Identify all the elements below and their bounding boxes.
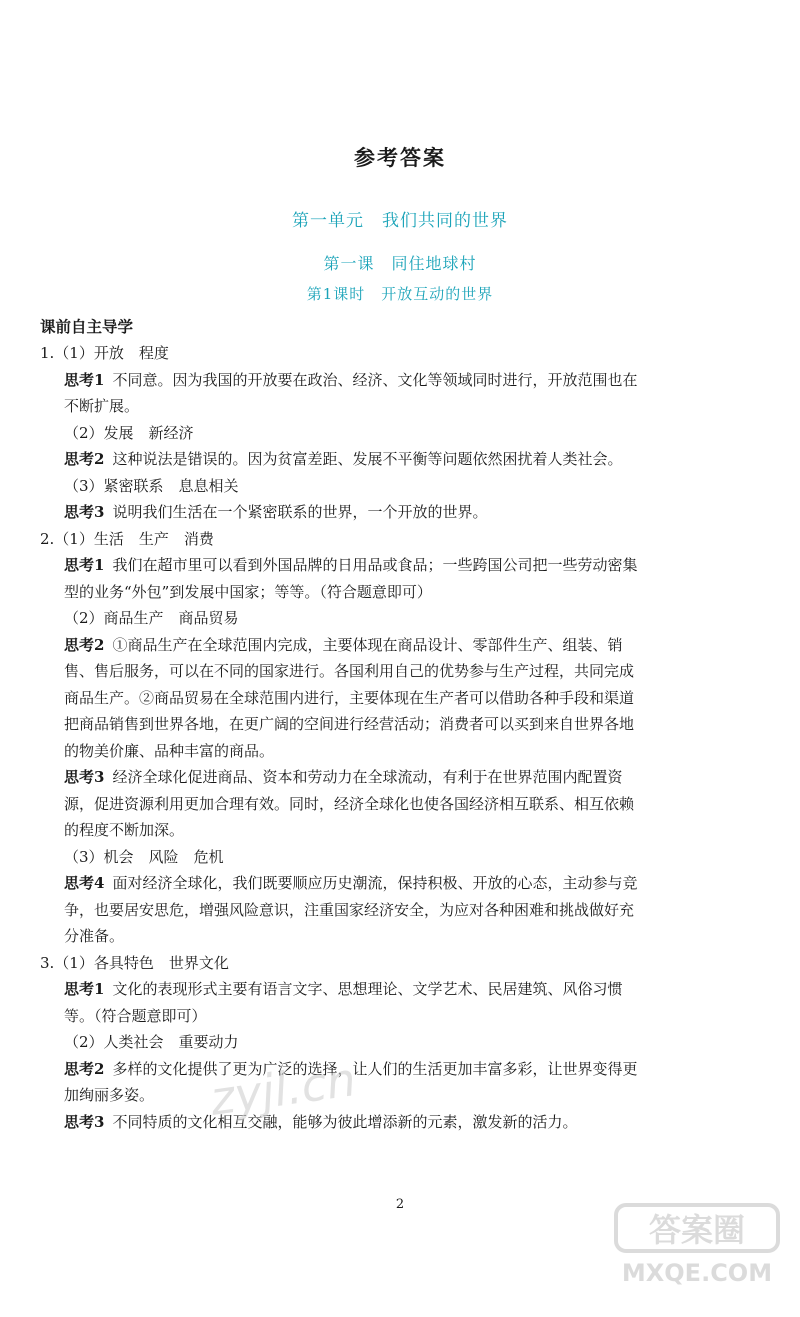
answer-text: 分准备。 — [64, 927, 125, 945]
answer-line — [40, 897, 760, 924]
page-title: 参考答案 — [354, 145, 446, 170]
answer-text: （3）紧密联系 息息相关 — [64, 476, 239, 495]
answer-line — [40, 420, 760, 447]
answer-text: 争，也要居安思危，增强风险意识，注重国家经济安全，为应对各种困难和挑战做好充 — [64, 900, 635, 919]
answer-line — [40, 1082, 760, 1109]
answer-text: 的物美价廉、品种丰富的商品。 — [64, 741, 275, 760]
answer-line — [40, 473, 760, 500]
answer-line — [40, 764, 760, 791]
answer-text: 不断扩展。 — [64, 397, 140, 415]
answer-text: 2.（1）生活 生产 消费 — [40, 529, 214, 548]
answer-line — [40, 1109, 760, 1136]
answer-text: （2）人类社会 重要动力 — [64, 1033, 239, 1051]
think-label: 思考2 — [64, 450, 105, 468]
answer-line — [40, 844, 760, 871]
answer-text: 面对经济全球化，我们既要顺应历史潮流，保持积极、开放的心态，主动参与竞 — [112, 874, 638, 892]
watermark-site: MXQE.COM — [621, 1259, 773, 1287]
answer-line — [40, 738, 760, 765]
think-label: 思考3 — [64, 768, 105, 786]
answer-line — [40, 1029, 760, 1056]
answer-text: 不同意。因为我国的开放要在政治、经济、文化等领域同时进行，开放范围也在 — [112, 370, 638, 389]
think-label: 思考1 — [64, 556, 105, 574]
think-label: 思考3 — [64, 503, 105, 521]
section-heading: 课前自主导学 — [40, 317, 134, 336]
watermark-brand: 答案圈 — [648, 1211, 746, 1249]
answer-text: 加绚丽多姿。 — [64, 1086, 155, 1104]
think-label: 思考2 — [64, 635, 105, 654]
answer-text: ①商品生产在全球范围内完成，主要体现在商品设计、零部件生产、组装、销 — [112, 635, 623, 654]
answer-text: 说明我们生活在一个紧密联系的世界，一个开放的世界。 — [112, 503, 488, 521]
answer-text: 商品生产。②商品贸易在全球范围内进行，主要体现在生产者可以借助各种手段和渠道 — [64, 688, 635, 707]
answer-text: 我们在超市里可以看到外国品牌的日用品或食品；一些跨国公司把一些劳动密集 — [112, 556, 638, 574]
answer-text: 3.（1）各具特色 世界文化 — [40, 953, 229, 972]
answer-text: （2）发展 新经济 — [64, 423, 194, 442]
answer-line — [40, 658, 760, 685]
think-label: 思考3 — [64, 1112, 105, 1131]
answer-line — [40, 340, 760, 367]
answer-line — [40, 817, 760, 844]
answer-text: 这种说法是错误的。因为贫富差距、发展不平衡等问题依然困扰着人类社会。 — [112, 450, 623, 468]
answer-text: 多样的文化提供了更为广泛的选择，让人们的生活更加丰富多彩，让世界变得更 — [112, 1059, 638, 1078]
watermark-overlay-text: zyjl.cn — [206, 1052, 360, 1126]
answer-line — [40, 870, 760, 897]
answer-text: 1.（1）开放 程度 — [40, 344, 169, 362]
answer-text: 等。（符合题意即可） — [64, 1006, 207, 1025]
answer-text: （2）商品生产 商品贸易 — [64, 609, 239, 627]
answer-line — [40, 923, 760, 950]
answer-text: 经济全球化促进商品、资本和劳动力在全球流动，有利于在世界范围内配置资 — [112, 768, 623, 786]
answer-line — [40, 367, 760, 394]
watermark-logo — [612, 1199, 782, 1289]
period-heading: 第1课时 开放互动的世界 — [306, 285, 494, 303]
answer-text: 的程度不断加深。 — [64, 821, 185, 839]
unit-heading: 第一单元 我们共同的世界 — [292, 211, 508, 231]
answer-text: 文化的表现形式主要有语言文字、思想理论、文学艺术、民居建筑、风俗习惯 — [112, 980, 623, 998]
answer-line — [40, 1003, 760, 1030]
answer-line — [40, 446, 760, 473]
answer-line — [40, 632, 760, 659]
lesson-heading: 第一课 同住地球村 — [323, 254, 477, 273]
answer-line — [40, 605, 760, 632]
answer-text: 把商品销售到世界各地，在更广阔的空间进行经营活动；消费者可以买到来自世界各地 — [64, 715, 635, 733]
answer-text: 售、售后服务，可以在不同的国家进行。各国利用自己的优势参与生产过程，共同完成 — [64, 662, 635, 680]
answer-line — [40, 711, 760, 738]
think-label: 思考1 — [64, 370, 105, 389]
answer-line — [40, 685, 760, 712]
answer-body — [40, 340, 760, 1135]
answer-line — [40, 526, 760, 553]
answer-line — [40, 393, 760, 420]
answer-line — [40, 791, 760, 818]
answer-line — [40, 579, 760, 606]
answer-line — [40, 552, 760, 579]
answer-line — [40, 976, 760, 1003]
think-label: 思考1 — [64, 980, 105, 998]
answer-text: 源，促进资源利用更加合理有效。同时，经济全球化也使各国经济相互联系、相互依赖 — [64, 794, 635, 813]
answer-line — [40, 950, 760, 977]
answer-line — [40, 1056, 760, 1083]
think-label: 思考2 — [64, 1059, 105, 1078]
page-number: 2 — [395, 1197, 405, 1212]
answer-line — [40, 499, 760, 526]
think-label: 思考4 — [64, 874, 105, 892]
answer-text: （3）机会 风险 危机 — [64, 847, 224, 866]
answer-text: 不同特质的文化相互交融，能够为彼此增添新的元素，激发新的活力。 — [112, 1112, 578, 1131]
answer-text: 型的业务“外包”到发展中国家；等等。（符合题意即可） — [64, 582, 432, 601]
